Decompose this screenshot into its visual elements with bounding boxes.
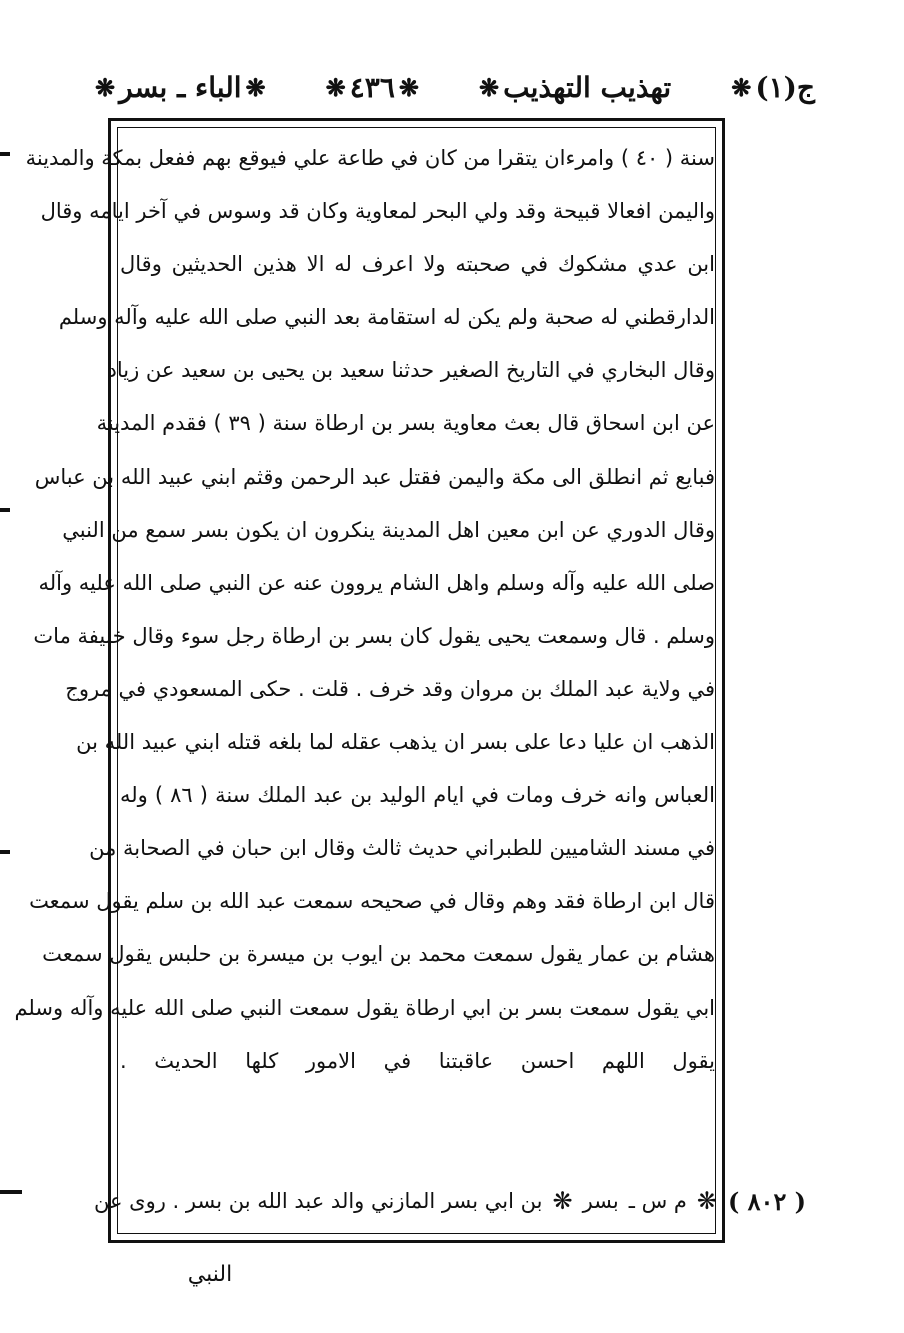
ornament-icon: ❋ [95,72,116,102]
text-line: صلى الله عليه وآله وسلم واهل الشام يروون عنه عن النبي صلى الله عليه وآله [38,570,715,595]
running-header [95,62,815,112]
text-line: ابن عدي مشكوك في صحبته ولا اعرف له الا هذين الحديثين وقال [120,252,715,277]
text-line: واليمن افعالا قبيحة وقد ولي البحر لمعاوية وكان قد وسوس في آخر ايامه وقال [40,199,715,224]
ornament-icon: ❋ [325,72,346,102]
ornament-icon: ❋ [552,1187,573,1215]
text-line: هشام بن عمار يقول سمعت محمد بن ايوب بن ميسرة بن حلبس يقول سمعت [42,942,715,967]
text-line: الدارقطني له صحبة ولم يكن له استقامة بعد النبي صلى الله عليه وآله وسلم [58,305,715,330]
ornament-icon: ❋ [245,72,266,102]
text-line: وقال البخاري في التاريخ الصغير حدثنا سعيد بن يحيى بن سعيد عن زياد [107,358,715,383]
text-line: يقول اللهم احسن عاقبتنا في الامور كلها الحديث . [120,1048,715,1073]
ornament-icon: ❋ [731,72,752,102]
header-section-group [95,71,266,104]
header-title-group [479,71,671,104]
section-label: الباء ـ بسر [119,70,242,104]
text-line: ابي يقول سمعت بسر بن ابي ارطاة يقول سمعت النبي صلى الله عليه وآله وسلم [14,995,715,1020]
text-line: العباس وانه خرف ومات في ايام الوليد بن عبد الملك سنة ( ٨٦ ) وله [120,783,715,808]
book-title: تهذيب التهذيب [503,70,672,104]
margin-mark [0,152,10,156]
entry-text: بن ابي بسر المازني والد عبد الله بن بسر . روى عن [93,1189,543,1213]
ornament-icon: ❋ [398,72,419,102]
header-volume-group [731,71,815,104]
entry-heading [93,1174,717,1228]
main-text [14,132,715,1088]
margin-mark [0,850,10,854]
header-page-group [326,71,419,104]
volume-label: ج(١) [755,70,815,104]
text-line: وسلم . قال وسمعت يحيى يقول كان بسر بن ارطاة رجل سوء وقال خليفة مات [33,623,715,648]
text-line: في مسند الشاميين للطبراني حديث ثالث وقال ابن حبان في الصحابة من [89,836,715,861]
text-line: وقال الدوري عن ابن معين اهل المدينة ينكرون ان يكون بسر سمع من النبي [62,517,715,542]
text-line: عن ابن اسحاق قال بعث معاوية بسر بن ارطاة سنة ( ٣٩ ) فقدم المدينة [96,411,715,436]
text-line: فبايع ثم انطلق الى مكة واليمن فقتل عبد الرحمن وقثم ابني عبيد الله بن عباس [34,464,715,489]
entry-symbols: م س ـ [628,1189,687,1213]
margin-mark [0,508,10,512]
ornament-icon: ❋ [479,72,500,102]
text-line: الذهب ان عليا دعا على بسر ان يذهب عقله لما بلغه قتله ابني عبيد الله بن [76,730,715,755]
text-line: سنة ( ٤٠ ) وامرءان يتقرا من كان في طاعة علي فيوقع بهم ففعل بمكة والمدينة [25,146,715,170]
margin-mark [0,1190,22,1194]
ornament-icon: ❋ [696,1187,717,1215]
entry-number: ( ٨٠٢ ) [727,1186,807,1216]
page-number: ٤٣٦ [349,70,395,104]
text-line: في ولاية عبد الملك بن مروان وقد خرف . قلت . حكى المسعودي في مروج [65,676,715,701]
entry-name: بسر [582,1189,619,1213]
catchword: النبي [187,1262,233,1287]
text-line: قال ابن ارطاة فقد وهم وقال في صحيحه سمعت عبد الله بن سلم يقول سمعت [29,889,715,914]
